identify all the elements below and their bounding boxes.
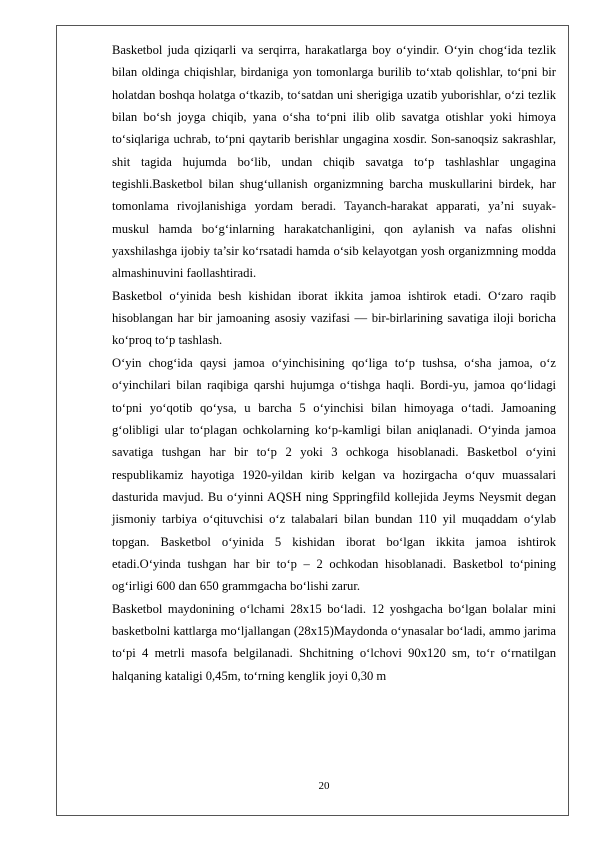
paragraph-1: Basketbol juda qiziqarli va serqirra, harakatlarga boy o‘yindir. O‘yin chog‘ida tezlik bilan oldinga chiqishlar, birdaniga yon tomonlarga burilib to‘xtab qolishlar, to‘pni bir holatdan boshqa holatga o‘tkazib, to‘satdan uni sherigiga uzatib yuborishlar, o‘zi tezlik bilan bo‘sh joyga chiqib, yana o‘sha to‘pni ilib olib savatga otishlar yoki himoya to‘siqlariga uchrab, to‘pni qaytarib berishlar ungagina xosdir. Son-sanoqsiz sakrashlar, shit tagida hujumda bo‘lib, undan chiqib savatga to‘p tashlashlar ungagina tegishli.Basketbol bilan shug‘ullanish organizmning barcha muskullarini birdek, har tomonlama rivojlanishiga yordam beradi. Tayanch-harakat apparati, ya’ni suyak-muskul hamda bo‘g‘inlarning harakatchanligini, qon aylanish va nafas olishni yaxshilashga ijobiy ta’sir ko‘rsatadi hamda o‘sib kelayotgan yosh organizmning modda almashinuvini faollashtiradi. bbox=[112, 43, 556, 281]
paragraph-3: O‘yin chog‘ida qaysi jamoa o‘yinchisining qo‘liga to‘p tushsa, o‘sha jamoa, o‘z o‘yinchilari bilan raqibiga qarshi hujumga o‘tishga haqli. Bordi-yu, jamoa qo‘lidagi to‘pni yo‘qotib qo‘ysa, u barcha 5 o‘yinchisi bilan himoyaga o‘tadi. Jamoaning g‘olibligi ular to‘plagan ochkolarning ko‘p-kamligi bilan aniqlanadi. O‘yinda jamoa savatiga tushgan har bir to‘p 2 yoki 3 ochkoga hisoblanadi. Basketbol o‘yini respublikamiz hayotiga 1920-yildan kirib kelgan va hozirgacha o‘quv muassalari dasturida mavjud. Bu o‘yinni AQSH ning Sppringfild kollejida Jeyms Neysmit degan jismoniy tarbiya o‘qituvchisi o‘z talabalari bilan bundan 110 yil muqaddam o‘ylab topgan. Basketbol o‘yinida 5 kishidan iborat bo‘lgan ikkita jamoa ishtirok etadi.O‘yinda tushgan har bir to‘p – 2 ochkodan hisoblanadi. Basketbol to‘pining og‘irligi 600 dan 650 grammgacha bo‘lishi zarur. bbox=[112, 355, 556, 594]
paragraph-2: Basketbol o‘yinida besh kishidan iborat ikkita jamoa ishtirok etadi. O‘zaro raqib hisoblangan har bir jamoaning asosiy vazifasi — bir-birlarining savatiga iloji boricha ko‘proq to‘p tashlash. bbox=[112, 288, 556, 348]
document-body bbox=[112, 39, 556, 687]
paragraph-4: Basketbol maydonining o‘lchami 28x15 bo‘ladi. 12 yoshgacha bo‘lgan bolalar mini basketbolni kattlarga mo‘ljallangan (28x15)Maydonda o‘ynasalar bo‘ladi, ammo jarima to‘pi 4 metrli masofa belgilanadi. Shchitning o‘lchovi 90x120 sm, to‘r o‘rnatilgan halqaning kataligi 0,45m, to‘rning kenglik joyi 0,30 m bbox=[112, 601, 556, 683]
page-number: 20 bbox=[318, 780, 330, 792]
